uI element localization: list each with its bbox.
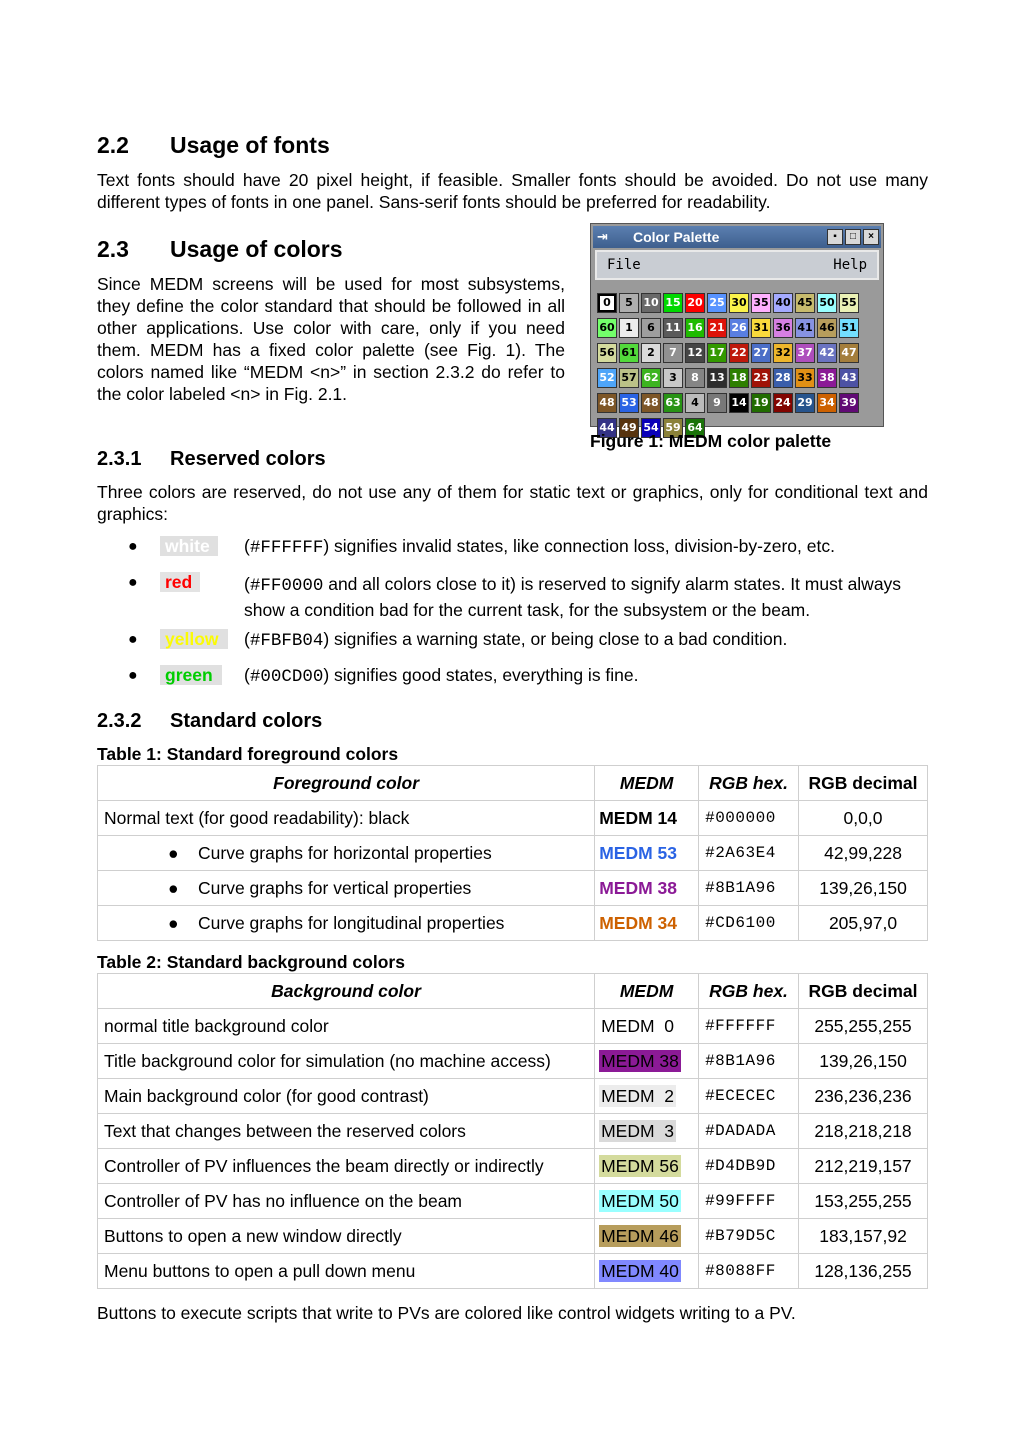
palette-color-62[interactable]: 62: [641, 368, 661, 388]
decimal-value: 212,219,157: [799, 1149, 928, 1184]
row-label: Main background color (for good contrast): [98, 1079, 595, 1114]
section-number: 2.3: [97, 236, 129, 262]
palette-color-38[interactable]: 38: [817, 368, 837, 388]
swatch-white: white: [160, 536, 218, 556]
hex-value: #DADADA: [699, 1114, 799, 1149]
heading-2-3-2: [97, 710, 322, 733]
minimize-icon[interactable]: ▪: [827, 229, 843, 245]
hex-value: #D4DB9D: [699, 1149, 799, 1184]
palette-color-1[interactable]: 1: [619, 318, 639, 338]
table-row: [98, 1009, 928, 1044]
hex-value: #99FFFF: [699, 1184, 799, 1219]
medm-value: MEDM 34: [595, 906, 699, 941]
section-title: Usage of colors: [170, 236, 343, 262]
palette-color-48[interactable]: 48: [641, 393, 661, 413]
decimal-value: 218,218,218: [799, 1114, 928, 1149]
col-header: Background color: [98, 974, 595, 1009]
col-header: RGB hex.: [699, 766, 799, 801]
table-row: [98, 1044, 928, 1079]
palette-color-50[interactable]: 50: [817, 293, 837, 313]
reserved-desc: (#00CD00) signifies good states, everything is fine.: [244, 665, 639, 687]
window-titlebar: [593, 226, 881, 248]
row-label: normal title background color: [98, 1009, 595, 1044]
medm-value: MEDM 46: [595, 1219, 699, 1254]
medm-value: MEDM 50: [595, 1184, 699, 1219]
palette-color-30[interactable]: 30: [729, 293, 749, 313]
paragraph-colors: Since MEDM screens will be used for most subsystems, they define the color standard that should be followed in all other applications. Use color with care, only if you need them. MEDM has a fixed color palette (see Fig. 1). The colors named like “MEDM <n>” in section 2.3.2 do refer to the color labeled <n> in Fig. 2.1.: [97, 274, 565, 404]
palette-color-0[interactable]: 0: [597, 293, 617, 313]
palette-color-44[interactable]: 44: [597, 418, 617, 438]
hex-value: #FFFFFF: [699, 1009, 799, 1044]
palette-color-42[interactable]: 42: [817, 343, 837, 363]
row-label: ● Curve graphs for horizontal properties: [98, 836, 595, 871]
paragraph-fonts: Text fonts should have 20 pixel height, if feasible. Smaller fonts should be avoided. Do not use many different types of fonts in one panel. Sans-serif fonts should be preferred for readability.: [97, 170, 928, 212]
decimal-value: 139,26,150: [799, 871, 928, 906]
palette-color-33[interactable]: 33: [795, 368, 815, 388]
row-label: Controller of PV influences the beam directly or indirectly: [98, 1149, 595, 1184]
table-row: [98, 1184, 928, 1219]
palette-color-63[interactable]: 63: [663, 393, 683, 413]
palette-color-21[interactable]: 21: [707, 318, 727, 338]
table-row: [98, 1254, 928, 1289]
palette-color-61[interactable]: 61: [619, 343, 639, 363]
medm-value: MEDM 38: [595, 871, 699, 906]
table-row: [98, 836, 928, 871]
hex-value: #8B1A96: [699, 871, 799, 906]
palette-color-26[interactable]: 26: [729, 318, 749, 338]
palette-color-8[interactable]: 8: [685, 368, 705, 388]
palette-color-56[interactable]: 56: [597, 343, 617, 363]
col-header: RGB hex.: [699, 974, 799, 1009]
col-header: MEDM: [595, 974, 699, 1009]
bullet: ●: [128, 631, 138, 648]
decimal-value: 205,97,0: [799, 906, 928, 941]
decimal-value: 0,0,0: [799, 801, 928, 836]
palette-color-57[interactable]: 57: [619, 368, 639, 388]
medm-value: MEDM 53: [595, 836, 699, 871]
decimal-value: 236,236,236: [799, 1079, 928, 1114]
section-title: Reserved colors: [170, 448, 326, 470]
table-row: [98, 1149, 928, 1184]
palette-color-39[interactable]: 39: [839, 393, 859, 413]
row-label: ● Curve graphs for longitudinal properties: [98, 906, 595, 941]
swatch-red: red: [160, 572, 200, 592]
reserved-desc: (#FF0000 and all colors close to it) is reserved to signify alarm states. It must always show a condition bad for the current task, for the subsystem or the beam.: [244, 574, 902, 620]
palette-color-15[interactable]: 15: [663, 293, 683, 313]
palette-color-27[interactable]: 27: [751, 343, 771, 363]
table1-caption: Table 1: Standard foreground colors: [97, 744, 399, 764]
col-header: Foreground color: [98, 766, 595, 801]
palette-color-10[interactable]: 10: [641, 293, 661, 313]
row-label: Title background color for simulation (no machine access): [98, 1044, 595, 1079]
medm-value: MEDM 56: [595, 1149, 699, 1184]
reserved-desc: (#FFFFFF) signifies invalid states, like connection loss, division-by-zero, etc.: [244, 536, 835, 558]
table-row: [98, 1079, 928, 1114]
palette-color-35[interactable]: 35: [751, 293, 771, 313]
decimal-value: 128,136,255: [799, 1254, 928, 1289]
menu-help[interactable]: Help: [833, 257, 867, 273]
section-title: Usage of fonts: [170, 132, 330, 158]
footer-paragraph: Buttons to execute scripts that write to PVs are colored like control widgets writing to a PV.: [97, 1303, 796, 1323]
paragraph-reserved: Three colors are reserved, do not use any of them for static text or graphics, only for conditional text and graphics:: [97, 482, 928, 524]
close-icon[interactable]: ×: [863, 229, 879, 245]
palette-color-12[interactable]: 12: [685, 343, 705, 363]
palette-color-20[interactable]: 20: [685, 293, 705, 313]
color-palette-window: [590, 223, 884, 434]
palette-color-17[interactable]: 17: [707, 343, 727, 363]
window-title: Color Palette: [633, 229, 720, 245]
row-label: Normal text (for good readability): black: [98, 801, 595, 836]
background-colors-table: [97, 973, 928, 1289]
menu-bar: [595, 250, 879, 280]
row-label: ● Curve graphs for vertical properties: [98, 871, 595, 906]
palette-color-53[interactable]: 53: [619, 393, 639, 413]
palette-color-47[interactable]: 47: [839, 343, 859, 363]
section-title: Standard colors: [170, 710, 323, 732]
hex-value: #B79D5C: [699, 1219, 799, 1254]
palette-color-28[interactable]: 28: [773, 368, 793, 388]
table-row: [98, 871, 928, 906]
col-header: RGB decimal: [799, 974, 928, 1009]
palette-grid: [597, 293, 859, 438]
hex-value: #CD6100: [699, 906, 799, 941]
palette-color-5[interactable]: 5: [619, 293, 639, 313]
bullet: ●: [128, 538, 138, 555]
hex-value: #2A63E4: [699, 836, 799, 871]
palette-color-24[interactable]: 24: [773, 393, 793, 413]
col-header: RGB decimal: [799, 766, 928, 801]
swatch-yellow: yellow: [160, 629, 228, 649]
palette-color-9[interactable]: 9: [707, 393, 727, 413]
figure-caption: Figure 1: MEDM color palette: [590, 431, 832, 451]
palette-color-52[interactable]: 52: [597, 368, 617, 388]
table-header-row: [98, 974, 928, 1009]
palette-color-6[interactable]: 6: [641, 318, 661, 338]
palette-color-40[interactable]: 40: [773, 293, 793, 313]
hex-value: #8088FF: [699, 1254, 799, 1289]
palette-color-54[interactable]: 54: [641, 418, 661, 438]
palette-color-4[interactable]: 4: [685, 393, 705, 413]
palette-color-13[interactable]: 13: [707, 368, 727, 388]
palette-color-43[interactable]: 43: [839, 368, 859, 388]
palette-color-60[interactable]: 60: [597, 318, 617, 338]
palette-color-19[interactable]: 19: [751, 393, 771, 413]
palette-color-55[interactable]: 55: [839, 293, 859, 313]
palette-color-16[interactable]: 16: [685, 318, 705, 338]
section-number: 2.2: [97, 132, 129, 158]
palette-color-36[interactable]: 36: [773, 318, 793, 338]
palette-color-64[interactable]: 64: [685, 418, 705, 438]
foreground-colors-table: [97, 765, 928, 941]
table-row: [98, 1219, 928, 1254]
medm-value: MEDM 38: [595, 1044, 699, 1079]
palette-color-7[interactable]: 7: [663, 343, 683, 363]
row-label: Text that changes between the reserved colors: [98, 1114, 595, 1149]
palette-color-23[interactable]: 23: [751, 368, 771, 388]
section-number: 2.3.1: [97, 448, 142, 470]
row-label: Buttons to open a new window directly: [98, 1219, 595, 1254]
swatch-green: green: [160, 665, 222, 685]
heading-2-3-1: [97, 448, 326, 471]
palette-color-48[interactable]: 48: [597, 393, 617, 413]
medm-value: MEDM 40: [595, 1254, 699, 1289]
palette-color-31[interactable]: 31: [751, 318, 771, 338]
hex-value: #000000: [699, 801, 799, 836]
col-header: MEDM: [595, 766, 699, 801]
palette-color-51[interactable]: 51: [839, 318, 859, 338]
medm-value: MEDM 0: [595, 1009, 699, 1044]
palette-color-25[interactable]: 25: [707, 293, 727, 313]
heading-2-2: [97, 132, 330, 159]
palette-color-32[interactable]: 32: [773, 343, 793, 363]
decimal-value: 153,255,255: [799, 1184, 928, 1219]
table-row: [98, 1114, 928, 1149]
decimal-value: 139,26,150: [799, 1044, 928, 1079]
menu-file[interactable]: File: [607, 257, 641, 273]
window-menu-icon[interactable]: ⇥: [597, 229, 608, 244]
palette-color-34[interactable]: 34: [817, 393, 837, 413]
table-row: [98, 801, 928, 836]
hex-value: #8B1A96: [699, 1044, 799, 1079]
palette-color-11[interactable]: 11: [663, 318, 683, 338]
palette-color-29[interactable]: 29: [795, 393, 815, 413]
palette-color-46[interactable]: 46: [817, 318, 837, 338]
reserved-desc: (#FBFB04) signifies a warning state, or being close to a bad condition.: [244, 629, 788, 651]
palette-color-3[interactable]: 3: [663, 368, 683, 388]
medm-value: MEDM 2: [595, 1079, 699, 1114]
palette-color-2[interactable]: 2: [641, 343, 661, 363]
maximize-icon[interactable]: □: [845, 229, 861, 245]
table-header-row: [98, 766, 928, 801]
table2-caption: Table 2: Standard background colors: [97, 952, 405, 972]
medm-value: MEDM 14: [595, 801, 699, 836]
decimal-value: 42,99,228: [799, 836, 928, 871]
heading-2-3: [97, 236, 343, 263]
palette-color-14[interactable]: 14: [729, 393, 749, 413]
section-number: 2.3.2: [97, 710, 142, 732]
palette-color-45[interactable]: 45: [795, 293, 815, 313]
palette-color-59[interactable]: 59: [663, 418, 683, 438]
hex-value: #ECECEC: [699, 1079, 799, 1114]
palette-color-22[interactable]: 22: [729, 343, 749, 363]
palette-color-41[interactable]: 41: [795, 318, 815, 338]
bullet: ●: [128, 574, 138, 591]
row-label: Controller of PV has no influence on the beam: [98, 1184, 595, 1219]
table-row: [98, 906, 928, 941]
palette-color-49[interactable]: 49: [619, 418, 639, 438]
row-label: Menu buttons to open a pull down menu: [98, 1254, 595, 1289]
palette-color-37[interactable]: 37: [795, 343, 815, 363]
palette-color-18[interactable]: 18: [729, 368, 749, 388]
bullet: ●: [128, 667, 138, 684]
medm-value: MEDM 3: [595, 1114, 699, 1149]
decimal-value: 183,157,92: [799, 1219, 928, 1254]
decimal-value: 255,255,255: [799, 1009, 928, 1044]
